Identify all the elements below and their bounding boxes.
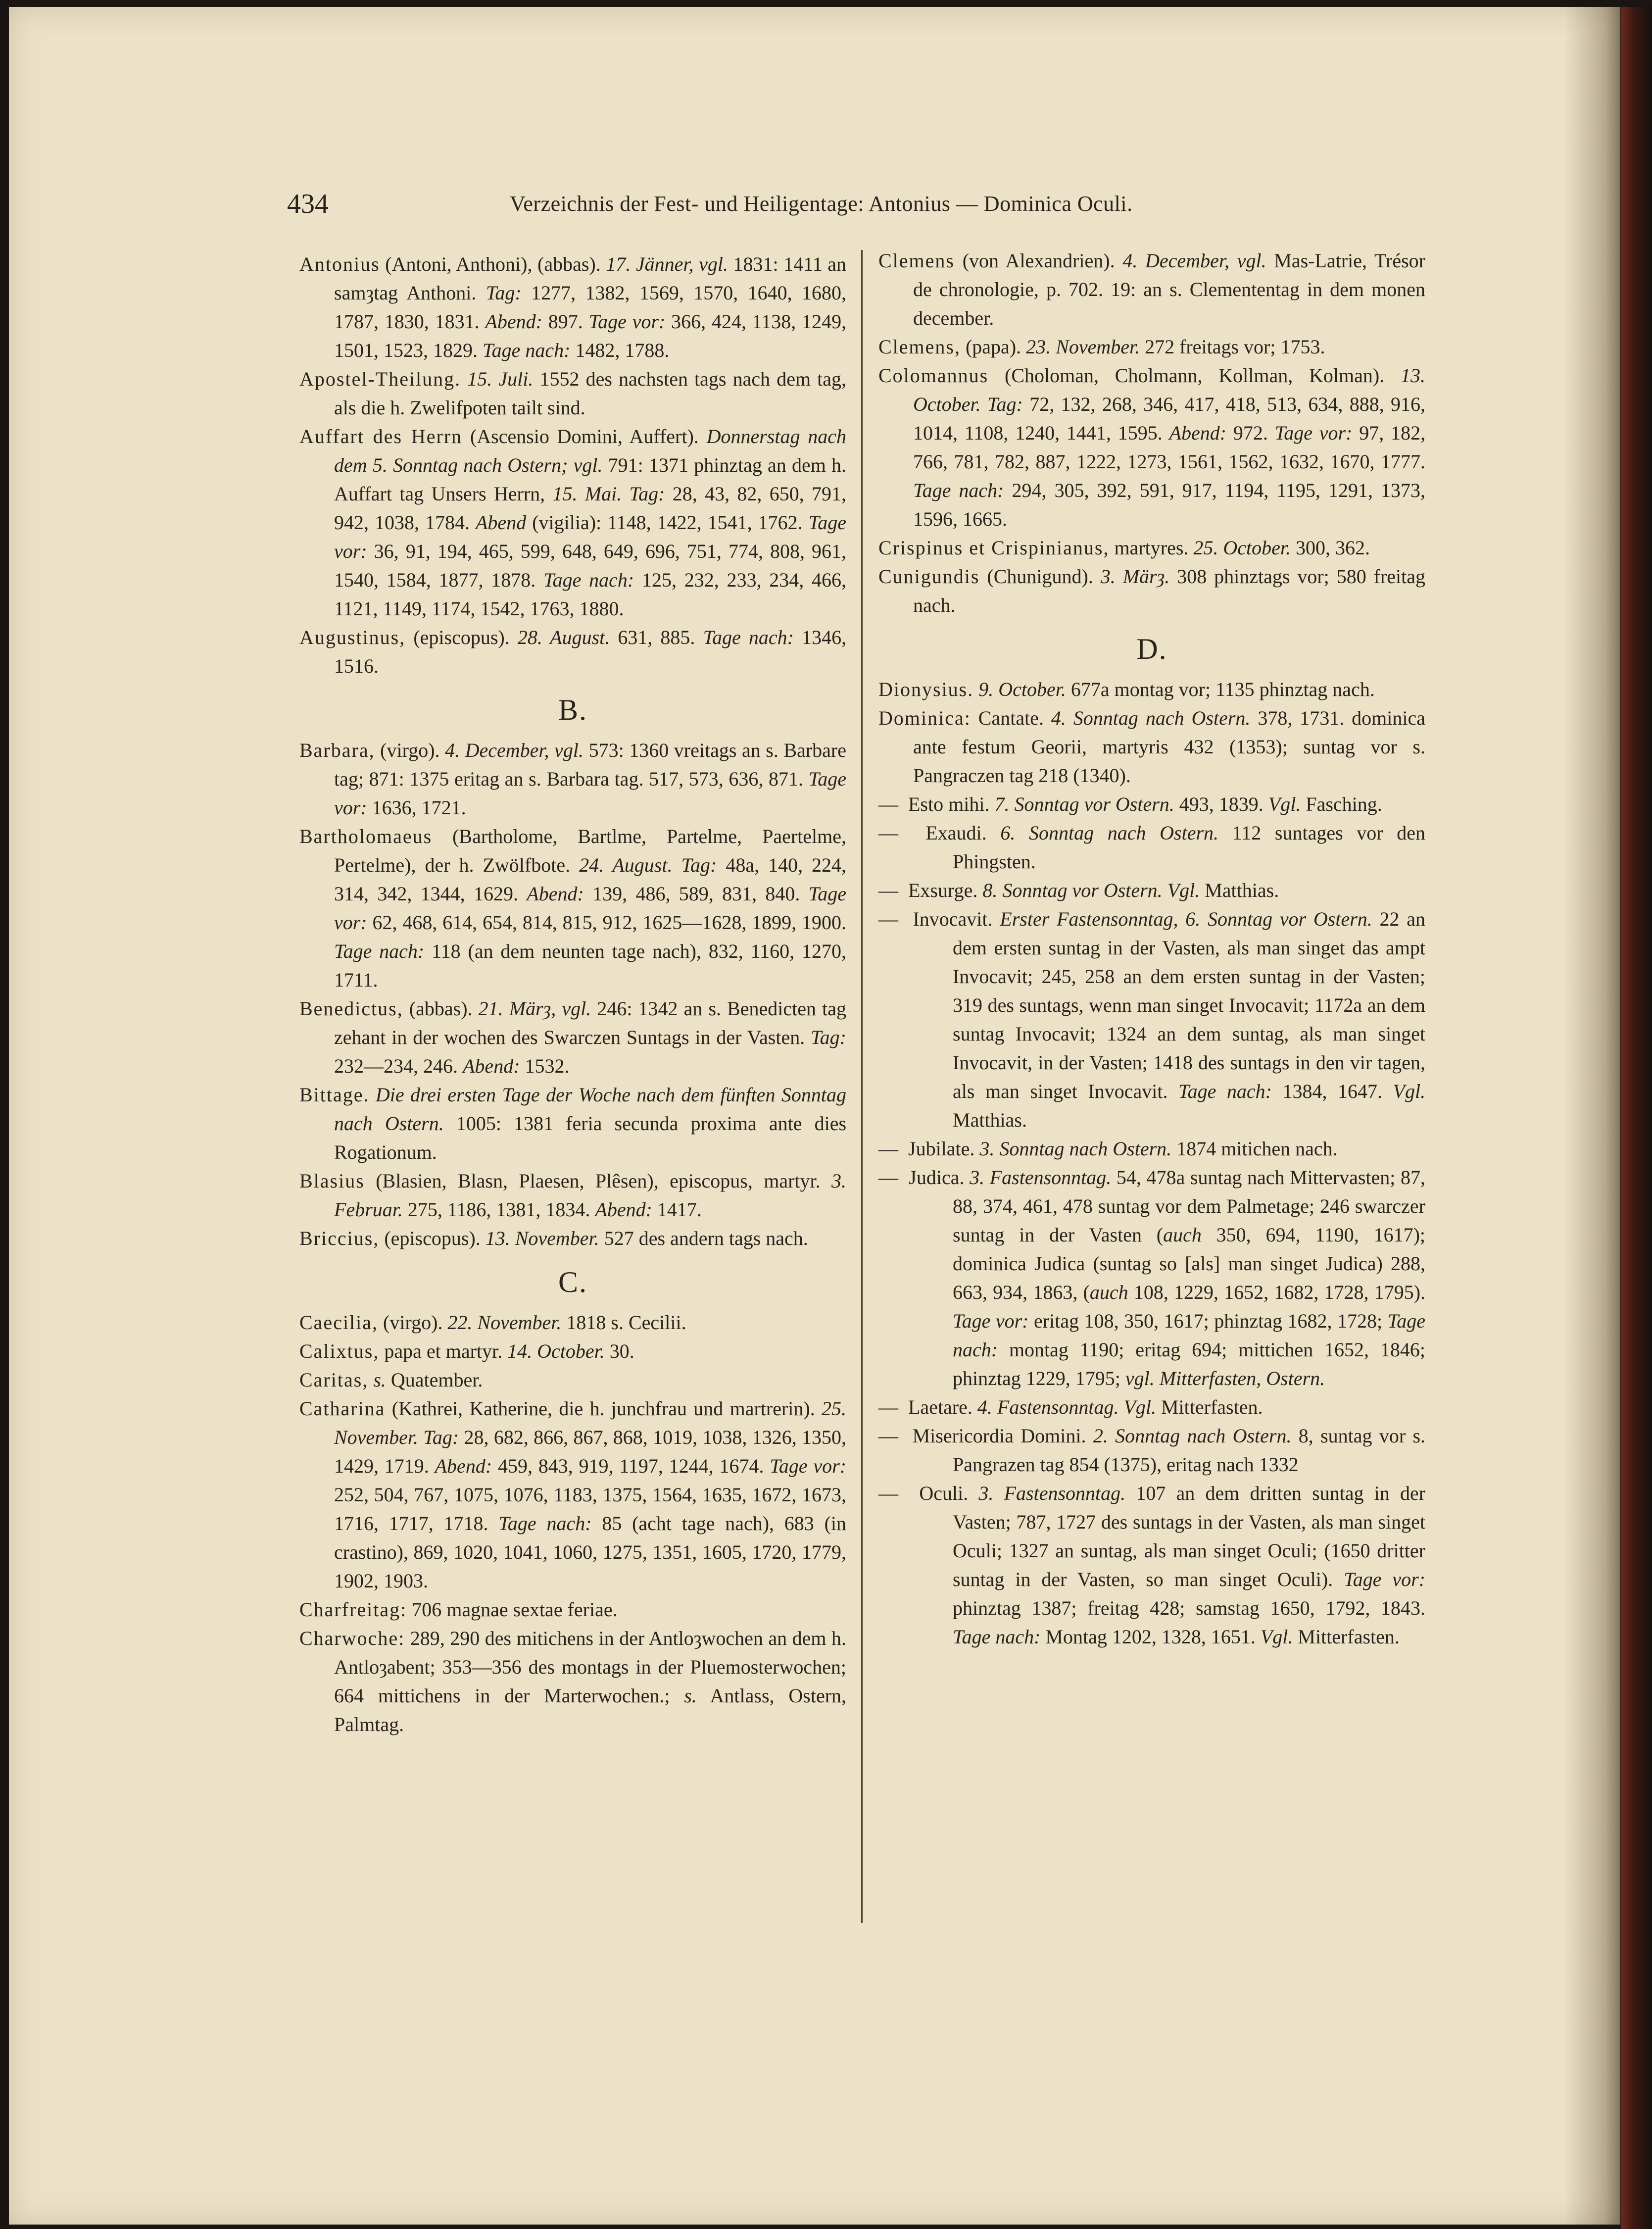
entry-clemens-alexandrien bbox=[878, 247, 1425, 333]
right-column bbox=[878, 247, 1425, 1651]
subentry-name: Esto mihi. bbox=[908, 793, 990, 815]
running-title: Verzeichnis der Fest- und Heiligentage: Antonius — Dominica Oculi. bbox=[510, 192, 1133, 216]
headword: Charwoche: bbox=[299, 1627, 405, 1649]
entry-date: 3. Sonntag nach Ostern. bbox=[979, 1138, 1172, 1160]
dash: — bbox=[878, 822, 898, 844]
headword: Caritas, bbox=[299, 1369, 369, 1391]
subentry-name: Invocavit. bbox=[913, 908, 993, 930]
entry-text: (abbas). bbox=[409, 997, 473, 1020]
entry-text: 72, 132, 268, 346, 417, 418, 513, 634, 888, 916, 1014, 1108, 1240, 1441, 1595. bbox=[913, 393, 1426, 444]
entry-date: 21. Märȝ, bbox=[478, 997, 556, 1020]
entry-barbara bbox=[299, 736, 846, 822]
entry-text: 246: 1342 an s. Benedicten tag zehant in der wochen des Swarczen Suntags in der Vasten. bbox=[334, 997, 847, 1048]
entry-date: 24. August. bbox=[579, 854, 673, 876]
headword: Clemens bbox=[878, 249, 955, 272]
entry-date: 7. Sonntag vor Ostern. bbox=[994, 793, 1174, 815]
entry-text: 300, 362. bbox=[1296, 537, 1370, 559]
dash: — bbox=[878, 1482, 898, 1504]
entry-text: 275, 1186, 1381, 1834. bbox=[407, 1198, 590, 1221]
headword: Clemens, bbox=[878, 336, 961, 358]
headword: Augustinus, bbox=[299, 626, 406, 648]
entry-text: 350, 694, 1190, 1617); dominica Judica (suntag so [als] man singet Judica) 288, 663, 934, 1863, ( bbox=[953, 1224, 1426, 1303]
entry-label: Abend: bbox=[435, 1455, 492, 1477]
entry-text: (Ascensio Domini, Auffert). bbox=[470, 425, 699, 447]
entry-text: 1384, 1647. bbox=[1282, 1080, 1382, 1102]
entry-text: 972. bbox=[1233, 422, 1268, 444]
entry-date: 6. Sonntag nach Ostern. bbox=[1000, 822, 1219, 844]
entry-text: 1552 des nachsten tags nach dem tag, als die h. Zwelifpoten tailt sind. bbox=[334, 368, 847, 419]
entry-text: 527 des andern tags nach. bbox=[604, 1227, 808, 1249]
entry-label: Abend: bbox=[485, 310, 542, 333]
entry-text: 677a montag vor; 1135 phinztag nach. bbox=[1070, 678, 1375, 700]
dash: — bbox=[878, 1166, 898, 1189]
entry-text: 1636, 1721. bbox=[372, 796, 466, 819]
entry-ref-label: auch bbox=[1089, 1281, 1128, 1303]
entry-text: 1005: 1381 feria secunda proxima ante dies Rogationum. bbox=[334, 1112, 847, 1163]
section-heading-b: B. bbox=[558, 693, 588, 726]
page-gutter-shadow bbox=[1564, 7, 1623, 2225]
entry-label: Abend: bbox=[1169, 422, 1227, 444]
entry-date: 2. Sonntag nach Ostern. bbox=[1093, 1425, 1292, 1447]
entry-date: Die drei ersten Tage der Woche nach dem fünften Sonntag nach Ostern. bbox=[334, 1084, 846, 1135]
headword: Dominica: bbox=[878, 707, 971, 729]
headword: Benedictus, bbox=[299, 997, 403, 1020]
entry-catharina bbox=[299, 1394, 846, 1595]
entry-text: 631, 885. bbox=[618, 626, 695, 648]
entry-text: (vigilia): 1148, 1422, 1541, 1762. bbox=[532, 511, 803, 534]
entry-text: (von Alexandrien). bbox=[962, 249, 1115, 272]
headword: Cunigundis bbox=[878, 565, 980, 588]
entry-date: 3. Fastensonntag. bbox=[970, 1166, 1112, 1189]
headword: Briccius, bbox=[299, 1227, 380, 1249]
entry-text: 22 an dem ersten suntag in der Vasten, als man singet das ampt Invocavit; 245, 258 an dem ersten suntag in der Vasten; 319 des suntags, wenn man singet Invocavit; 1172a an dem suntag Invocavit; 1324 an dem suntag, als man singet Invocavit, in der Vasten; 1418 des suntags in den vir tagen, als man singet Invocavit. bbox=[953, 908, 1425, 1102]
book-binding-edge bbox=[1621, 7, 1652, 2229]
entry-text: 1482, 1788. bbox=[575, 339, 670, 361]
entry-charfreitag bbox=[299, 1595, 846, 1624]
entry-text: (Chunigund). bbox=[987, 565, 1093, 588]
entry-text: phinztag 1387; freitag 428; samstag 1650, 1792, 1843. bbox=[953, 1597, 1425, 1619]
entry-ref-label: vgl. bbox=[699, 253, 728, 275]
entry-text: (Bartholome, Bartlme, Partelme, Paertelme, Pertelme), der h. Zwölfbote. bbox=[334, 825, 847, 876]
entry-text: 1532. bbox=[525, 1055, 570, 1077]
entry-text: Matthias. bbox=[1205, 879, 1279, 901]
subentry-name: Misericordia Domini. bbox=[912, 1425, 1086, 1447]
entry-text: 308 phinztags vor; 580 freitag nach. bbox=[913, 565, 1426, 616]
entry-text: 232—234, 246. bbox=[334, 1055, 458, 1077]
column-divider bbox=[861, 250, 863, 1923]
entry-date: 4. Sonntag nach Ostern. bbox=[1051, 707, 1251, 729]
entry-dionysius bbox=[878, 675, 1425, 704]
entry-date: 22. November. bbox=[447, 1311, 562, 1334]
entry-date: 13. October. bbox=[913, 364, 1426, 415]
entry-ref-label: vgl. bbox=[554, 739, 583, 761]
entry-text: eritag 108, 350, 1617; phinztag 1682, 1728; bbox=[1034, 1310, 1383, 1332]
entry-label: Tag: bbox=[987, 393, 1023, 415]
entry-date: 15. Mai. bbox=[552, 483, 622, 505]
entry-caecilia bbox=[299, 1308, 846, 1337]
entry-text: (episcopus). bbox=[413, 626, 510, 648]
dash: — bbox=[878, 793, 898, 815]
entry-colomannus bbox=[878, 361, 1425, 534]
entry-label: Tage nach: bbox=[483, 339, 571, 361]
entry-label: Tage nach: bbox=[913, 479, 1004, 501]
entry-text: 493, 1839. bbox=[1179, 793, 1263, 815]
entry-label: Tag: bbox=[681, 854, 717, 876]
entry-label: Abend: bbox=[527, 883, 584, 905]
subentry-name: Exsurge. bbox=[908, 879, 978, 901]
headword: Colomannus bbox=[878, 364, 989, 387]
entry-text: 791: 1371 phinztag an dem h. Auffart tag Unsers Herrn, bbox=[334, 454, 847, 505]
entry-dominica-esto-mihi bbox=[878, 790, 1425, 819]
headword: Charfreitag: bbox=[299, 1598, 407, 1621]
entry-date: 4. Fastensonntag. bbox=[977, 1396, 1119, 1418]
left-column bbox=[299, 250, 846, 1739]
entry-ref-label: s. bbox=[373, 1369, 386, 1391]
entry-text: 289, 290 des mitichens in der Antloȝwochen an dem h. Antloȝabent; 353—356 des montags in der Pluemosterwochen; 664 mittichens in der Marterwochen.; bbox=[334, 1627, 846, 1707]
entry-dominica-cantate bbox=[878, 704, 1425, 790]
entry-label: Tag: bbox=[486, 282, 522, 304]
entry-date: 25. October. bbox=[1193, 537, 1291, 559]
entry-label: Tage nach: bbox=[1178, 1080, 1272, 1102]
entry-text: 36, 91, 194, 465, 599, 648, 649, 696, 751, 774, 808, 961, 1540, 1584, 1877, 1878. bbox=[334, 540, 847, 591]
entry-text: (virgo). bbox=[383, 1311, 443, 1334]
entry-augustinus bbox=[299, 623, 846, 681]
entry-date: 15. Juli. bbox=[467, 368, 534, 390]
entry-ref-label: vgl. bbox=[562, 997, 591, 1020]
entry-label: Tage vor: bbox=[334, 511, 846, 562]
entry-label: Tage vor: bbox=[334, 768, 847, 819]
dash: — bbox=[878, 879, 898, 901]
entry-text: 1346, 1516. bbox=[334, 626, 847, 677]
subentry-name: Exaudi. bbox=[925, 822, 987, 844]
entry-text: 573: 1360 vreitags an s. Barbare tag; 871: 1375 eritag an s. Barbara tag. 517, 573, 636, 871. bbox=[334, 739, 847, 790]
entry-date: 25. November. bbox=[334, 1397, 847, 1448]
entry-text: (papa). bbox=[965, 336, 1021, 358]
headword: Barbara, bbox=[299, 739, 375, 761]
entry-ref-label: Vgl. bbox=[1123, 1396, 1156, 1418]
entry-text: 118 (an dem neunten tage nach), 832, 1160, 1270, 1711. bbox=[334, 940, 847, 991]
entry-date: 4. December, bbox=[445, 739, 549, 761]
entry-label: Tage nach: bbox=[953, 1626, 1041, 1648]
entry-label: Abend: bbox=[463, 1055, 520, 1077]
subentry-name: Oculi. bbox=[919, 1482, 969, 1504]
entry-text: 1818 s. Cecilii. bbox=[566, 1311, 686, 1334]
entry-text: Mitterfasten. bbox=[1161, 1396, 1263, 1418]
entry-date: 17. Jänner, bbox=[606, 253, 694, 275]
entry-label: Tage vor: bbox=[1344, 1568, 1426, 1590]
entry-label: Tage nach: bbox=[543, 569, 634, 591]
headword: Dionysius. bbox=[878, 678, 974, 700]
entry-text: montag 1190; eritag 694; mittichen 1652, 1846; phinztag 1229, 1795; bbox=[953, 1338, 1426, 1389]
entry-label: Tage nach: bbox=[498, 1512, 592, 1535]
entry-cunigundis bbox=[878, 562, 1425, 620]
entry-text: 28, 43, 82, 650, 791, 942, 1038, 1784. bbox=[334, 483, 847, 534]
subentry-name: Judica. bbox=[909, 1166, 965, 1189]
entry-label: Tage vor: bbox=[770, 1455, 847, 1477]
entry-date: 8. Sonntag vor Ostern. bbox=[982, 879, 1163, 901]
entry-dominica-judica bbox=[878, 1163, 1425, 1393]
entry-text: 62, 468, 614, 654, 814, 815, 912, 1625—1628, 1899, 1900. bbox=[372, 911, 847, 934]
headword: Caecilia, bbox=[299, 1311, 379, 1334]
entry-label: Tage vor: bbox=[334, 883, 847, 934]
dash: — bbox=[878, 908, 898, 930]
entry-text: Mitterfasten. bbox=[1298, 1626, 1400, 1648]
entry-text: (Blasien, Blasn, Plaesen, Plêsen), episcopus, martyr. bbox=[376, 1170, 821, 1192]
entry-text: (Kathrei, Katherine, die h. junchfrau und martrerin). bbox=[391, 1397, 815, 1420]
headword: Bittage. bbox=[299, 1084, 370, 1106]
entry-date: 23. November. bbox=[1026, 336, 1140, 358]
entry-text: 1417. bbox=[657, 1198, 702, 1221]
entry-text: 294, 305, 392, 591, 917, 1194, 1195, 1291, 1373, 1596, 1665. bbox=[913, 479, 1426, 530]
entry-text: (episcopus). bbox=[384, 1227, 481, 1249]
entry-text: 1874 mitichen nach. bbox=[1176, 1138, 1338, 1160]
entry-text: 125, 232, 233, 234, 466, 1121, 1149, 1174, 1542, 1763, 1880. bbox=[334, 569, 847, 620]
entry-ref-label: vgl. bbox=[1237, 249, 1266, 272]
entry-date: 13. November. bbox=[485, 1227, 599, 1249]
entry-bartholomaeus bbox=[299, 822, 846, 994]
entry-text: martyres. bbox=[1114, 537, 1189, 559]
entry-antonius bbox=[299, 250, 846, 365]
headword: Apostel-Theilung. bbox=[299, 368, 461, 390]
entry-text: 54, 478a suntag nach Mittervasten; 87, 88, 374, 461, 478 suntag vor dem Palmetage; 246 swarczer suntag in der Vasten ( bbox=[953, 1166, 1426, 1246]
subentry-name: Jubilate. bbox=[908, 1138, 975, 1160]
dash: — bbox=[878, 1425, 898, 1447]
entry-clemens-papa bbox=[878, 333, 1425, 361]
entry-label: Tage nach: bbox=[953, 1310, 1426, 1361]
section-heading-c: C. bbox=[558, 1266, 588, 1298]
entry-apostel-theilung bbox=[299, 365, 846, 422]
entry-text: Cantate. bbox=[978, 707, 1044, 729]
entry-caritas bbox=[299, 1366, 846, 1394]
headword: Auffart des Herrn bbox=[299, 425, 463, 447]
headword: Crispinus et Crispinianus, bbox=[878, 537, 1110, 559]
subentry-name: Laetare. bbox=[908, 1396, 972, 1418]
entry-dominica-exsurge bbox=[878, 876, 1425, 905]
entry-text: 272 freitags vor; 1753. bbox=[1145, 336, 1325, 358]
entry-charwoche bbox=[299, 1624, 846, 1739]
entry-ref-label: s. bbox=[684, 1684, 697, 1707]
headword: Blasius bbox=[299, 1170, 365, 1192]
entry-crispinus bbox=[878, 534, 1425, 562]
entry-dominica-misericordia bbox=[878, 1422, 1425, 1479]
headword: Catharina bbox=[299, 1397, 386, 1420]
entry-ref-label: Vgl. bbox=[1268, 793, 1301, 815]
entry-text: 366, 424, 1138, 1249, 1501, 1523, 1829. bbox=[334, 310, 847, 361]
entry-text: Montag 1202, 1328, 1651. bbox=[1045, 1626, 1256, 1648]
entry-date: 4. December, bbox=[1122, 249, 1229, 272]
entry-text: 48a, 140, 224, 314, 342, 1344, 1629. bbox=[334, 854, 847, 905]
entry-text: (Antoni, Anthoni), (abbas). bbox=[385, 253, 601, 275]
entry-date: 3. Februar. bbox=[334, 1170, 847, 1221]
entry-text: 1277, 1382, 1569, 1570, 1640, 1680, 1787, 1830, 1831. bbox=[334, 282, 847, 333]
entry-ref-label: Vgl. bbox=[1167, 879, 1200, 901]
entry-text: 139, 486, 589, 831, 840. bbox=[592, 883, 800, 905]
headword: Calixtus, bbox=[299, 1340, 380, 1362]
running-header bbox=[287, 188, 1524, 223]
entry-ref-label: auch bbox=[1163, 1224, 1202, 1246]
entry-ref-label: Vgl. bbox=[1260, 1626, 1293, 1648]
entry-date: Donnerstag nach dem 5. Sonntag nach Ostern; bbox=[334, 425, 846, 476]
entry-briccius bbox=[299, 1224, 846, 1253]
entry-text: 1831: 1411 an samȝtag Anthoni. bbox=[334, 253, 847, 304]
entry-bittage bbox=[299, 1081, 846, 1167]
entry-calixtus bbox=[299, 1337, 846, 1366]
entry-date: 28. August. bbox=[517, 626, 610, 648]
entry-date: 3. Fastensonntag. bbox=[978, 1482, 1126, 1504]
entry-text: 30. bbox=[609, 1340, 634, 1362]
entry-label: Tage vor: bbox=[588, 310, 666, 333]
entry-label: Tage nach: bbox=[334, 940, 425, 962]
entry-text: 97, 182, 766, 781, 782, 887, 1222, 1273, 1561, 1562, 1632, 1670, 1777. bbox=[913, 422, 1426, 473]
entry-dominica-invocavit bbox=[878, 905, 1425, 1135]
entry-text: Fasching. bbox=[1306, 793, 1382, 815]
entry-auffart bbox=[299, 422, 846, 623]
entry-label: Tag: bbox=[423, 1426, 459, 1448]
entry-text: 107 an dem dritten suntag in der Vasten; 787, 1727 des suntags in der Vasten, als man singet Oculi; 1327 an suntag, als man singet Oculi; (1650 dritter suntag in der Vasten, so man singet Oculi). bbox=[953, 1482, 1426, 1590]
entry-dominica-oculi bbox=[878, 1479, 1425, 1651]
entry-text: 897. bbox=[548, 310, 583, 333]
entry-text: 252, 504, 767, 1075, 1076, 1183, 1375, 1564, 1635, 1672, 1673, 1716, 1717, 1718. bbox=[334, 1484, 846, 1535]
entry-dominica-jubilate bbox=[878, 1135, 1425, 1163]
entry-blasius bbox=[299, 1167, 846, 1224]
entry-text: 378, 1731. dominica ante festum Georii, martyris 432 (1353); suntag vor s. Pangraczen tag 218 (1340). bbox=[913, 707, 1425, 787]
entry-label: Tag: bbox=[629, 483, 665, 505]
entry-text: 706 magnae sextae feriae. bbox=[412, 1598, 618, 1621]
entry-text: Quatember. bbox=[390, 1369, 483, 1391]
entry-date: 14. October. bbox=[507, 1340, 605, 1362]
entry-text: 459, 843, 919, 1197, 1244, 1674. bbox=[497, 1455, 764, 1477]
section-heading-d: D. bbox=[1136, 633, 1167, 665]
entry-text: 85 (acht tage nach), 683 (in crastino), 869, 1020, 1041, 1060, 1275, 1351, 1605, 1720, 1779, 1902, 1903. bbox=[334, 1512, 847, 1592]
entry-label: Abend: bbox=[595, 1198, 652, 1221]
entry-text: Matthias. bbox=[953, 1109, 1027, 1131]
entry-dominica-exaudi bbox=[878, 819, 1425, 876]
entry-text: Mas-Latrie, Trésor de chronologie, p. 702. 19: an s. Clemententag in dem monen december. bbox=[913, 249, 1426, 329]
entry-text: 28, 682, 866, 867, 868, 1019, 1038, 1326, 1350, 1429, 1719. bbox=[334, 1426, 846, 1477]
page-number: 434 bbox=[287, 189, 329, 219]
entry-label: Tage vor: bbox=[1274, 422, 1353, 444]
entry-dominica-laetare bbox=[878, 1393, 1425, 1422]
entry-text: papa et martyr. bbox=[384, 1340, 503, 1362]
entry-date: 9. October. bbox=[978, 678, 1066, 700]
entry-label: Abend bbox=[476, 511, 527, 534]
entry-text: (Choloman, Cholmann, Kollman, Kolman). bbox=[1005, 364, 1385, 387]
entry-ref-label: vgl. Mitterfasten, Ostern. bbox=[1125, 1367, 1325, 1389]
entry-text: 108, 1229, 1652, 1682, 1728, 1795). bbox=[1133, 1281, 1426, 1303]
entry-ref-label: vgl. bbox=[573, 454, 603, 476]
entry-date: Erster Fastensonntag, 6. Sonntag vor Ostern. bbox=[1000, 908, 1372, 930]
headword: Bartholomaeus bbox=[299, 825, 433, 847]
entry-benedictus bbox=[299, 994, 846, 1081]
entry-ref-label: Vgl. bbox=[1393, 1080, 1426, 1102]
entry-label: Tage nach: bbox=[703, 626, 794, 648]
entry-text: (virgo). bbox=[380, 739, 440, 761]
headword: Antonius bbox=[299, 253, 380, 275]
entry-label: Tage vor: bbox=[953, 1310, 1029, 1332]
entry-date: 3. Märȝ. bbox=[1100, 565, 1170, 588]
entry-text: 8, suntag vor s. Pangrazen tag 854 (1375), eritag nach 1332 bbox=[953, 1425, 1426, 1476]
dash: — bbox=[878, 1138, 898, 1160]
entry-label: Tag: bbox=[811, 1026, 847, 1048]
dash: — bbox=[878, 1396, 898, 1418]
entry-text: 112 suntages vor den Phingsten. bbox=[953, 822, 1426, 873]
entry-text: Antlass, Ostern, Palmtag. bbox=[334, 1684, 847, 1735]
